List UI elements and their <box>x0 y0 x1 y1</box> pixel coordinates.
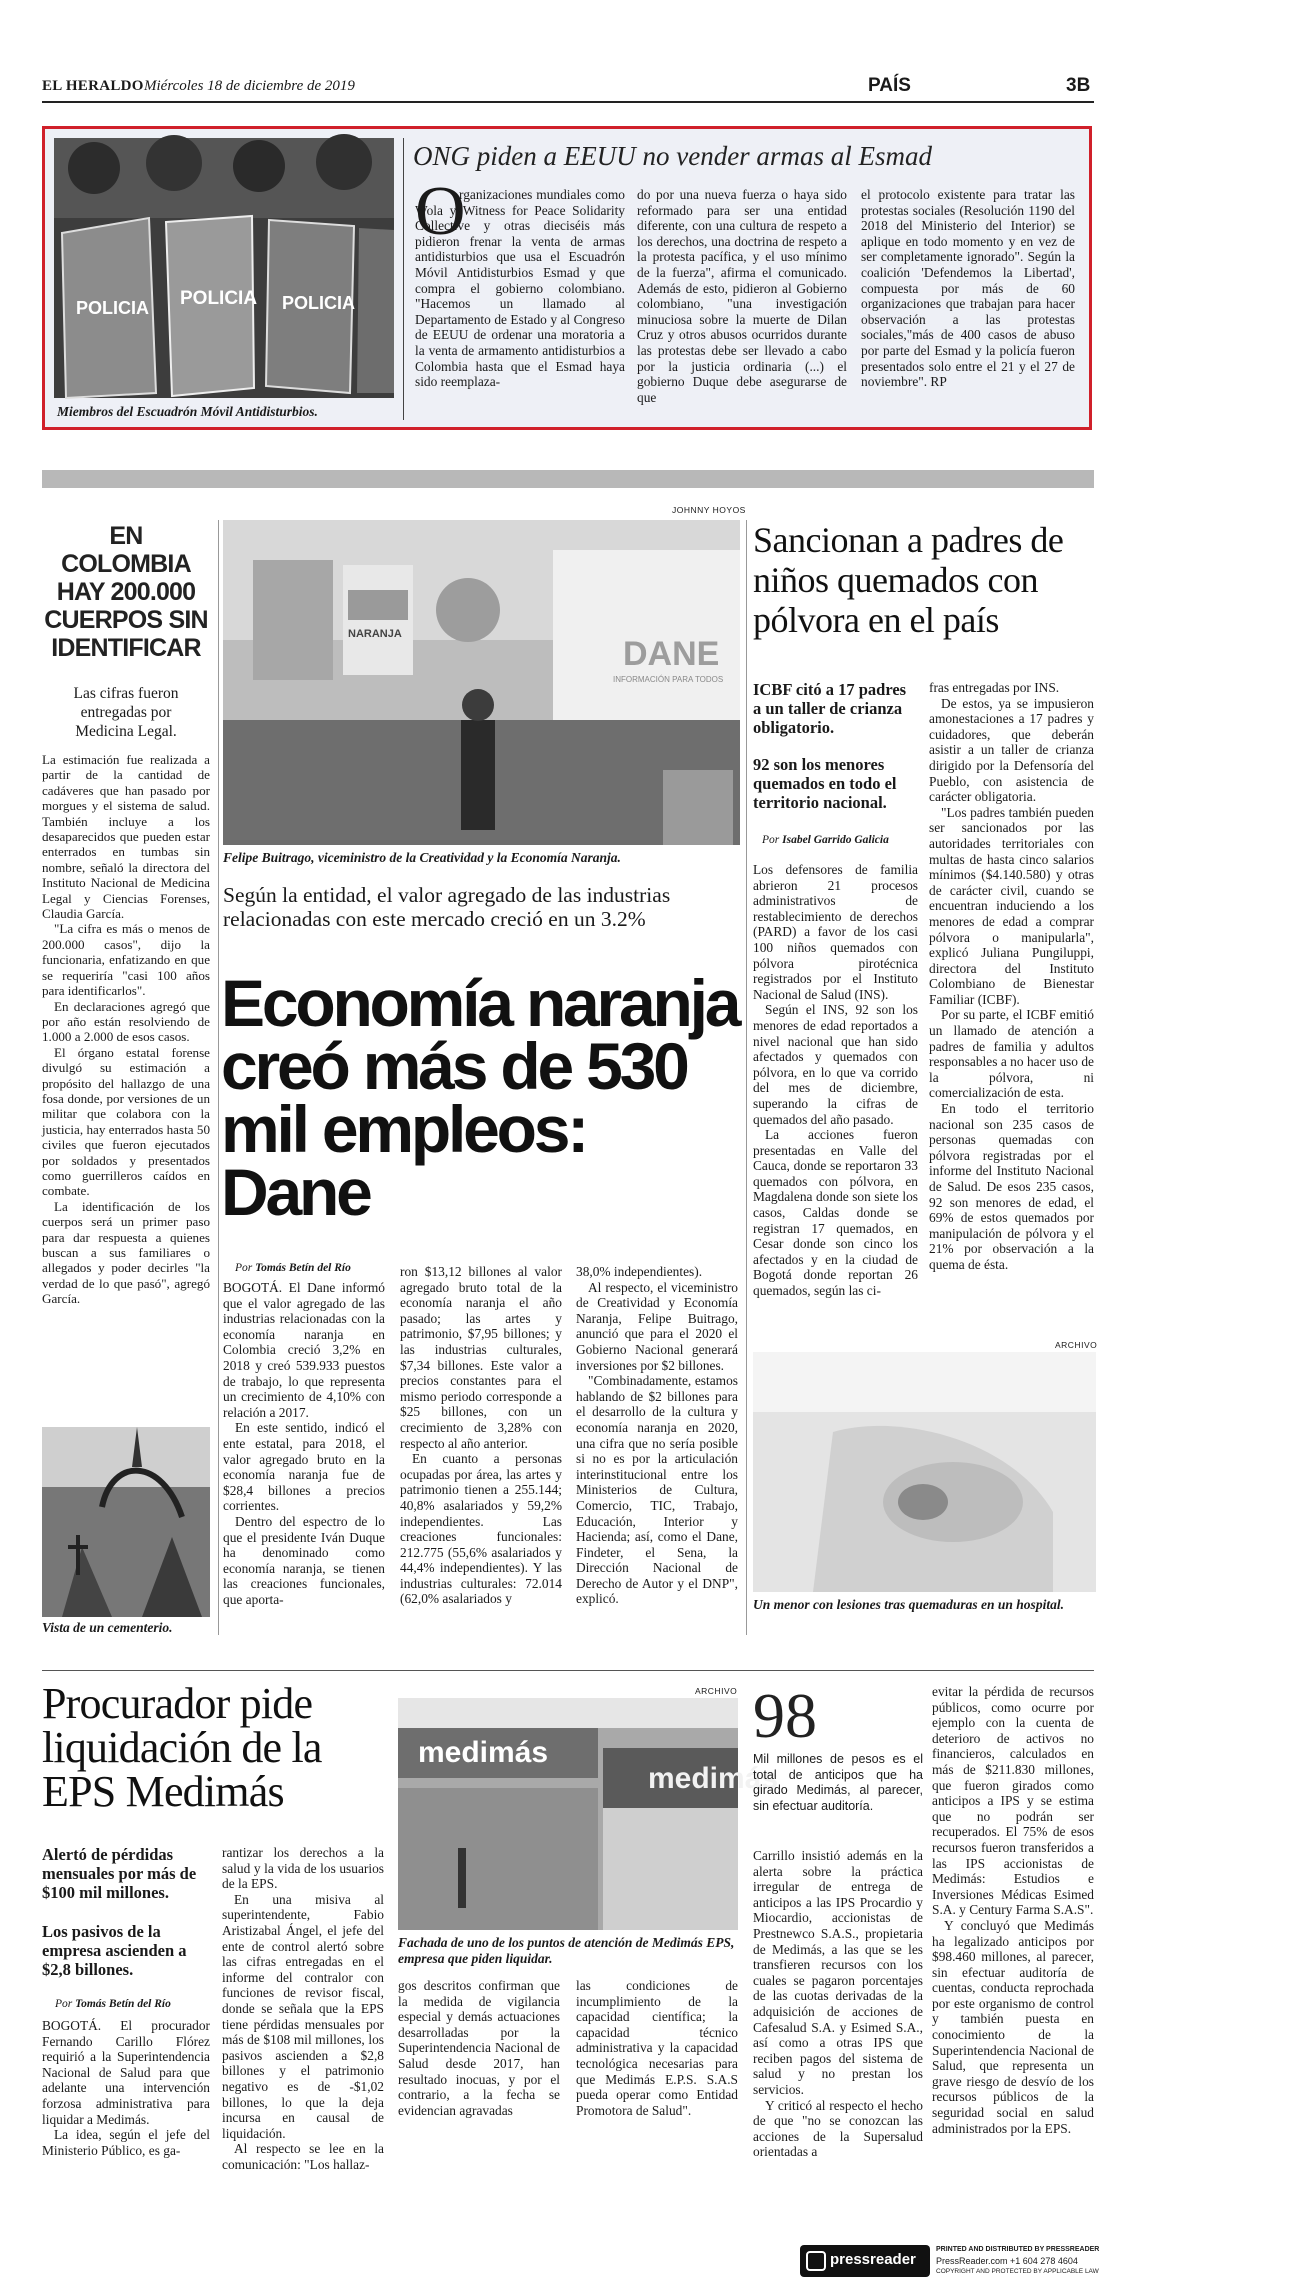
masthead-date: Miércoles 18 de diciembre de 2019 <box>144 78 355 94</box>
polvora-photo-credit: ARCHIVO <box>1055 1340 1098 1350</box>
polvora-c1-p3: La acciones fueron presentadas en Valle del Cauca, donde se reportaron 33 quemados con pólvora, en Magdalena donde son siete los casos, Caldas donde se registran 17 quemados, en Cesar donde son cinco los afectados y en la ciudad de Bogotá donde reportan 26 quemados, según las ci- <box>753 1127 918 1299</box>
medimas-col-6 <box>932 1684 1094 2234</box>
polvora-c1-p2: Según el INS, 92 son los menores de edad reportados a nivel nacional que han sido afectados y quemados con pólvora, en lo que va corrido del mes de diciembre, superando la cifras de quemados del año pasado. <box>753 1002 918 1127</box>
medimas-photo-caption: Fachada de uno de los puntos de atención de Medimás EPS, empresa que piden liquidar. <box>398 1935 735 1966</box>
naranja-byline <box>235 1262 351 1274</box>
burned-child-photo <box>753 1352 1096 1592</box>
medimas-big-number: 98 <box>753 1680 817 1751</box>
medimas-facade-illustration <box>398 1698 738 1930</box>
cuerpos-p2: "La cifra es más o menos de 200.000 casos", dijo la funcionaria, enfatizando en que se requeriría "casi 100 años para identificarlos". <box>42 921 210 999</box>
ong-col-2: do por una nueva fuerza o haya sido reformado para ser una entidad diferente, con una cultura de respeto a los derechos, una doctrina de respeto a la protesta pacífica, y el uso mínimo de la fuerza", afirma el comunicado. Además de esto, pidieron al Gobierno colombiano, "una investigación minuciosa sobre la muerte de Dilan Cruz y otros abusos ocurridos durante las protestas debe ser llevado a cabo por la justicia ordinaria (...) el gobierno Duque debe asegurarse de que <box>637 187 847 405</box>
naranja-photo-caption: Felipe Buitrago, viceministro de la Creatividad y la Economía Naranja. <box>223 850 621 865</box>
masthead-rule <box>42 101 1094 103</box>
pressreader-logo: pressreader <box>830 2251 916 2268</box>
medimas-c3-p1: gos descritos confirman que la medida de vigilancia especial y demás actuaciones desarrolladas por la Superintendencia Nacional de Salud desde 2017, han resultado inocuas, y por el contrario, a la fecha se evidencian agravadas <box>398 1978 560 2118</box>
cuerpos-p3: En declaraciones agregó que por año están resolviendo de 1.000 a 2.000 de esos casos. <box>42 998 210 1045</box>
pressreader-footer <box>800 2245 1098 2277</box>
naranja-c3-p1: 38,0% independientes). <box>576 1264 703 1279</box>
ong-article-box <box>42 126 1092 430</box>
page-number: 3B <box>1066 75 1091 96</box>
hospital-illustration <box>753 1352 1096 1592</box>
medimas-sub-1: Alertó de pérdidas mensuales por más de $100 mil millones. <box>42 1845 197 1902</box>
ong-vertical-rule <box>403 138 404 420</box>
dane-event-photo <box>223 520 740 845</box>
polvora-c2-p1: fras entregadas por INS. <box>929 680 1060 695</box>
polvora-headline: Sancionan a padres de niños quemados con pólvora en el país <box>753 520 1064 640</box>
medimas-sign-1: medimás <box>418 1736 549 1769</box>
medimas-c1-p2: La idea, según el jefe del Ministerio Público, es ga- <box>42 2127 210 2158</box>
ong-drop-cap: O <box>415 173 466 250</box>
medimas-big-number-text: Mil millones de pesos es el total de anticipos que ha girado Medimás, al parecer, sin efectuar auditoría. <box>753 1752 923 1813</box>
medimas-c6-p1: evitar la pérdida de recursos públicos, como ocurre por ejemplo con la cuenta de deterioro de activos no financieros, calculados en más de $211.830 millones, que fueron girados como anticipos a IPS y se estima que no podrán ser recuperados. El 75% de esos recursos fueron transferidos a las IPS accionistas de Medimás: Estudios e Inversiones Médicas Esimed S.A. y Century Farma S.A.S". <box>932 1684 1094 1918</box>
cemetery-caption: Vista de un cementerio. <box>42 1620 173 1635</box>
naranja-c3-p3: "Combinadamente, estamos hablando de $2 billones para el desarrollo de la cultura y economía naranja en 2020, una cifra que no sería posible si no es por la articulación interinstitucional entre los Ministerios de Cultura, Comercio, TIC, Trabajo, Educación, Interior y Hacienda; así, como el Dane, Findeter, el Sena, la Dirección Nacional de Derecho de Autor y el DNP", explicó. <box>576 1373 738 1607</box>
polvora-photo-caption: Un menor con lesiones tras quemaduras en un hospital. <box>753 1597 1064 1612</box>
naranja-c3-p2: Al respecto, el viceministro de Creatividad y Economía Naranja, Felipe Buitrago, anunció que para el 2020 el Gobierno Nacional generará inversiones por $2 billones. <box>576 1279 738 1373</box>
naranja-col-2 <box>400 1264 562 1635</box>
medimas-col-5 <box>753 1848 923 2235</box>
lower-section-rule <box>42 1670 1094 1671</box>
shield-text-2: POLICIA <box>180 288 258 309</box>
polvora-col-1 <box>753 862 918 1332</box>
left-col-rule <box>218 520 219 1635</box>
medimas-c2-p2: En una misiva al superintendente, Fabio Aristizabal Ángel, el jefe del ente de control alertó sobre las cifras entregadas en el informe del contralor con funciones de revisor fiscal, donde se señala que la EPS tiene pérdidas mensuales por más de $108 mil millones, los pasivos ascienden a $2,8 billones y el patrimonio negativo es de -$1,02 billones, lo que la deja incursa en causal de liquidación. <box>222 1891 384 2141</box>
masthead <box>42 72 1094 102</box>
pressreader-logo-icon <box>806 2251 826 2271</box>
naranja-c2-p1: ron $13,12 billones al valor agregado bruto total de la economía naranja el año pasado; las artes y patrimonio, $7,95 billones; y las industrias culturales, $7,34 billones. Este valor a precios constantes para el mismo periodo corresponde a $25 billones, con un crecimiento de 3,28% con respecto al año anterior. <box>400 1264 562 1451</box>
medimas-c4-p1: las condiciones de incumplimiento de la capacidad científica; la capacidad técnico administrativa y la capacidad tecnológica necesarias para que Medimás E.P.S. S.A.S pueda operar como Entidad Promotora de Salud". <box>576 1978 738 2118</box>
naranja-headline-l3: mil empleos: Dane <box>221 1092 587 1229</box>
medimas-col-3 <box>398 1978 560 2235</box>
medimas-facade-photo <box>398 1698 779 1930</box>
cemetery-illustration <box>42 1427 210 1617</box>
shield-text-3: POLICIA <box>282 293 356 313</box>
medimas-byline <box>55 1998 171 2010</box>
riot-police-photo <box>54 138 394 398</box>
cuerpos-p1: La estimación fue realizada a partir de la cantidad de cadáveres que han pasado por morgues y el sistema de salud. También incluye a los desaparecidos que pueden estar enterrados en tumbas sin nombre, señaló la directora del Instituto Nacional de Medicina Legal y Ciencias Forenses, Claudia García. <box>42 752 210 922</box>
naranja-photo-credit: JOHNNY HOYOS <box>672 505 746 515</box>
pressreader-line-3: COPYRIGHT AND PROTECTED BY APPLICABLE LAW <box>936 2268 1099 2275</box>
cuerpos-headline-text: EN COLOMBIA HAY 200.000 CUERPOS SIN IDENTIFICAR <box>44 522 208 662</box>
pressreader-line-1: PRINTED AND DISTRIBUTED BY PRESSREADER <box>936 2246 1100 2253</box>
ong-col-1: rganizaciones mundiales como Wola y Witness for Peace Solidarity Collective y otras dieciséis más pidieron frenar la venta de armas antidisturbios que usa el Escuadrón Móvil Antidisturbios Esmad y que compra el gobierno colombiano. "Hacemos un llamado al Departamento de Estado y al Congreso de EEUU de ordenar una moratoria a la venta de armamento antidisturbios a Colombia hasta que el Esmad haya sido reemplaza- <box>415 187 625 390</box>
cuerpos-deck: Las cifras fueron entregadas por Medicina Legal. <box>73 685 179 740</box>
medimas-col-4 <box>576 1978 738 2235</box>
medimas-byline-prefix: Por <box>55 1998 73 2010</box>
naranja-headline <box>221 966 741 1229</box>
ong-headline: ONG piden a EEUU no vender armas al Esmad <box>413 141 932 171</box>
naranja-headline-l1: Economía naranja <box>221 966 739 1040</box>
naranja-c1-p3: Dentro del espectro de lo que el presidente Iván Duque ha denominado como economía naranja, se tienen las creaciones funcionales, que aporta- <box>223 1513 385 1607</box>
naranja-col-1 <box>223 1280 385 1635</box>
cuerpos-p5: La identificación de los cuerpos será un primer paso para dar respuesta a quienes buscan a sus familiares o allegados y poder decirles "la verdad de lo que pasó", agregó García. <box>42 1198 210 1307</box>
masthead-paper: EL HERALDO <box>42 78 144 94</box>
medimas-photo-credit: ARCHIVO <box>695 1686 738 1696</box>
polvora-sub-2: 92 son los menores quemados en todo el territorio nacional. <box>753 755 897 812</box>
medimas-c1-p1: BOGOTÁ. El procurador Fernando Carillo Flórez requirió a la Superintendencia Nacional de Salud para que adelante una intervención forzosa administrativa para liquidar a Medimás. <box>42 2018 210 2127</box>
medimas-byline-name: Tomás Betín del Río <box>75 1998 171 2010</box>
polvora-byline-prefix: Por <box>762 834 780 846</box>
section-name: PAÍS <box>868 75 911 96</box>
medimas-sub-2: Los pasivos de la empresa ascienden a $2,8 billones. <box>42 1922 187 1979</box>
medimas-sign-2: medimás <box>648 1762 779 1795</box>
photo-banner-text: NARANJA <box>348 628 402 640</box>
polvora-c1-p1: Los defensores de familia abrieron 21 procesos administrativos de restablecimiento de derechos (PARD) a favor de los casi 100 niños quemados con pólvora pirotécnica registrados por el Instituto Nacional de Salud (INS). <box>753 862 918 1002</box>
pressreader-line-2: PressReader.com +1 604 278 4604 <box>936 2256 1078 2266</box>
cuerpos-body <box>42 752 210 1402</box>
polvora-c2-p4: Por su parte, el ICBF emitió un llamado de atención a padres de familia y adultos responsables a no hacer uso de la pólvora, ni comercialización de esta. <box>929 1007 1094 1101</box>
medimas-col-1 <box>42 2018 210 2233</box>
center-col-rule <box>746 520 747 1635</box>
medimas-c5-p2: Y criticó al respecto el hecho de que "no se conozcan las acciones de la Supersalud orientadas a <box>753 2097 923 2160</box>
polvora-c2-p5: En todo el territorio nacional son 235 casos de personas quemadas con pólvora registradas por el informe del Instituto Nacional de Salud. De esos 235 casos, 92 son menores de edad, el 69% de estos quemados por manipulación de pólvora y el 21% por observación a la quema de ésta. <box>929 1101 1094 1272</box>
naranja-c1-p2: En este sentido, indicó el ente estatal, para 2018, el valor agregado bruto en la economía naranja fue de $28,4 billones a precios corrientes. <box>223 1420 385 1514</box>
naranja-c2-p2: En cuanto a personas ocupadas por área, las artes y patrimonio tienen a 255.144; 40,8% asalariados y 59,2% independientes. Las creaciones funcionales: 212.775 (55,6% asalariados y 44,4% independientes). Y las industrias culturales: 72.014 (62,0% asalariados y <box>400 1451 562 1607</box>
gray-divider-bar <box>42 470 1094 488</box>
polvora-col-2 <box>929 680 1094 1330</box>
cuerpos-p4: El órgano estatal forense divulgó su estimación a propósito del hallazgo de una fosa donde, por versiones de un militar que colabora con la justicia, hay enterrados hasta 50 civiles que fueron ejecutados por soldados y presentados como guerrilleros caídos en combate. <box>42 1044 210 1199</box>
naranja-c1-p1: BOGOTÁ. El Dane informó que el valor agregado de las industrias relacionadas con la economía naranja en Colombia creció 3,2% en 2018 y creó 539.933 puestos de trabajo, lo que representa un crecimiento de 4,10% con relación a 2017. <box>223 1280 385 1420</box>
ong-col-3: el protocolo existente para tratar las protestas sociales (Resolución 1190 del 2018 del Ministerio del Interior) se aplique en todo momento y en vez de ser completamente ignorado". Según la coalición 'Defendemos la Libertad', compuesta por más de 60 organizaciones que trabajan para hacer observación a las protestas sociales,"más de 400 casos de abuso por parte del Esmad y la policía fueron presentados solo entre el 21 y el 27 de noviembre". RP <box>861 187 1075 390</box>
riot-police-illustration <box>54 138 394 398</box>
cuerpos-headline <box>42 522 210 662</box>
polvora-c2-p2: De estos, ya se impusieron amonestaciones a 17 padres y cuidadores, que deberán asistir a un taller de crianza dirigido por la Defensoría del Pueblo, con asistencia de carácter obligatoria. <box>929 695 1094 805</box>
naranja-byline-name: Tomás Betín del Río <box>255 1262 351 1274</box>
shield-text-1: POLICIA <box>76 298 150 318</box>
naranja-col-3 <box>576 1264 738 1635</box>
cemetery-photo <box>42 1427 210 1617</box>
polvora-sub-1: ICBF citó a 17 padres a un taller de crianza obligatorio. <box>753 680 907 737</box>
naranja-headline-l2: creó más de 530 <box>221 1029 687 1103</box>
ong-photo-caption: Miembros del Escuadrón Móvil Antidisturbios. <box>57 404 318 419</box>
polvora-byline-name: Isabel Garrido Galicia <box>782 834 889 846</box>
medimas-c6-p2: Y concluyó que Medimás ha legalizado anticipos por $98.460 millones, al parecer, sin efectuar auditoría de cuentas, conducta reprochada por este organismo de control y también puesta en conocimiento de la Superintendencia Nacional de Salud, que representa un grave riesgo de desvío de los recursos públicos de la seguridad social en salud administrados por la EPS. <box>932 1917 1094 2136</box>
naranja-byline-prefix: Por <box>235 1262 253 1274</box>
medimas-headline: Procurador pide liquidación de la EPS Medimás <box>42 1679 322 1816</box>
photo-screen-subtext: INFORMACIÓN PARA TODOS <box>613 675 724 684</box>
naranja-kicker: Según la entidad, el valor agregado de las industrias relacionadas con este mercado creció en un 3.2% <box>223 883 671 931</box>
medimas-c2-p3: Al respecto se lee en la comunicación: "Los hallaz- <box>222 2141 384 2172</box>
photo-screen-text: DANE <box>623 635 720 673</box>
medimas-c5-p1: Carrillo insistió además en la alerta sobre la práctica irregular de entrega de anticipos a las IPS Procardio y Miocardio, accionistas de Prestnewco S.A.S., propietaria de Medimás, a las que se les transfieren recursos con los cuales se pagaron porcentajes de las cuotas derivadas de la adquisición de acciones de Cafesalud S.A. y Esimed S.A., así como a otras IPS que reciben pagos del sistema de salud y no prestan los servicios. <box>753 1848 923 2097</box>
medimas-col-2 <box>222 1845 384 2235</box>
medimas-c2-p1: rantizar los derechos a la salud y la vida de los usuarios de la EPS. <box>222 1845 384 1892</box>
polvora-byline <box>762 834 889 846</box>
polvora-c2-p3: "Los padres también pueden ser sancionados por las autoridades territoriales con multas de hasta cinco salarios mínimos ($4.140.580) y otras de carácter civil, cuando se encuentran induciendo a los menores de edad a comprar pólvora o manipularla", explicó Juliana Pungiluppi, directora del Instituto Colombiano de Bienestar Familiar (ICBF). <box>929 804 1094 1007</box>
